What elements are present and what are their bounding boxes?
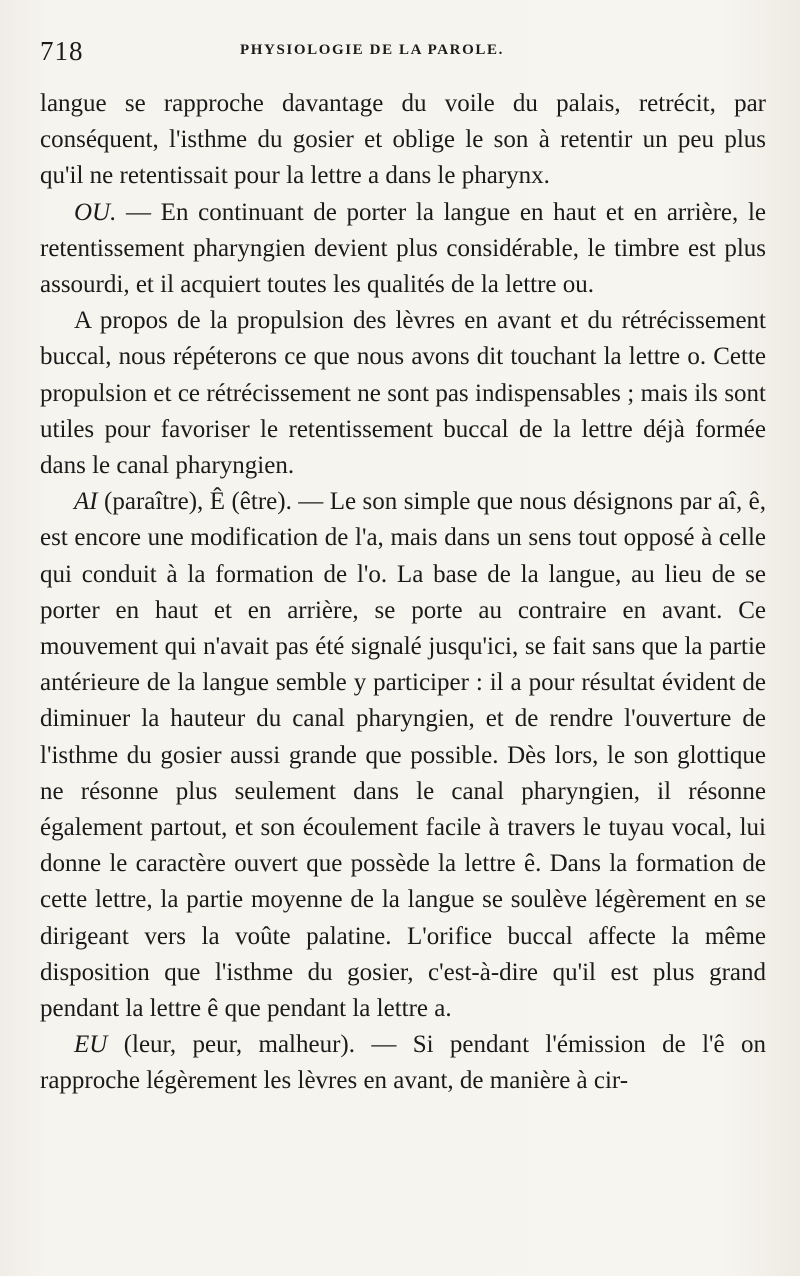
paragraph-ai [40,484,766,1027]
page-header [40,36,760,72]
paragraph-text: langue se rapproche davantage du voile du palais, retrécit, par conséquent, l'isthme du gosier et oblige le son à retentir un peu plus qu'il ne retentissait pour la lettre a dans le pharynx. [40,90,766,190]
paragraph-heading: OU. [74,198,117,226]
body-text [40,86,766,1100]
paragraph-heading: EU [74,1031,108,1059]
paragraph-text: A propos de la propulsion des lèvres en avant et du rétrécissement buccal, nous répéterons ce que nous avons dit touchant la lettre o. Cette propulsion et ce rétrécissement ne sont pas indispensables ; mais ils sont utiles pour favoriser le retentissement buccal de la lettre déjà formée dans le canal pharyngien. [40,307,766,480]
paragraph-1-continuation [40,86,766,195]
paragraph-text: (paraître), Ê (être). — Le son simple que nous désignons par aî, ê, est encore une modification de l'a, mais dans un sens tout opposé à celle qui conduit à la formation de l'o. La base de la langue, au lieu de se porter en haut et en arrière, se porte au contraire en avant. Ce mouvement qui n'avait pas été signalé jusqu'ici, se fait sans que la partie antérieure de la langue semble y participer : il a pour résultat évident de diminuer la hauteur du canal pharyngien, et de rendre l'ouverture de l'isthme du gosier aussi grande que possible. Dès lors, le son glottique ne résonne plus seulement dans le canal pharyngien, il résonne également partout, et son écoulement facile à travers le tuyau vocal, lui donne le caractère ouvert que possède la lettre ê. Dans la formation de cette lettre, la partie moyenne de la langue se soulève légèrement en se dirigeant vers la voûte palatine. L'orifice buccal affecte la même disposition que l'isthme du gosier, c'est-à-dire qu'il est plus grand pendant la lettre ê que pendant la lettre a. [40,488,766,1023]
running-head: PHYSIOLOGIE DE LA PAROLE. [240,42,504,58]
paragraph-text: — En continuant de porter la langue en haut et en arrière, le retentissement pharyngien devient plus considérable, le timbre est plus assourdi, et il acquiert toutes les qualités de la lettre ou. [40,198,766,299]
paragraph-heading: AI [74,488,98,516]
page-number: 718 [40,36,84,66]
paragraph-propulsion [40,303,766,484]
paragraph-eu [40,1027,766,1099]
paragraph-text: (leur, peur, malheur). — Si pendant l'émission de l'ê on rapproche légèrement les lèvres en avant, de manière à cir- [40,1031,766,1095]
paragraph-ou [40,195,766,304]
